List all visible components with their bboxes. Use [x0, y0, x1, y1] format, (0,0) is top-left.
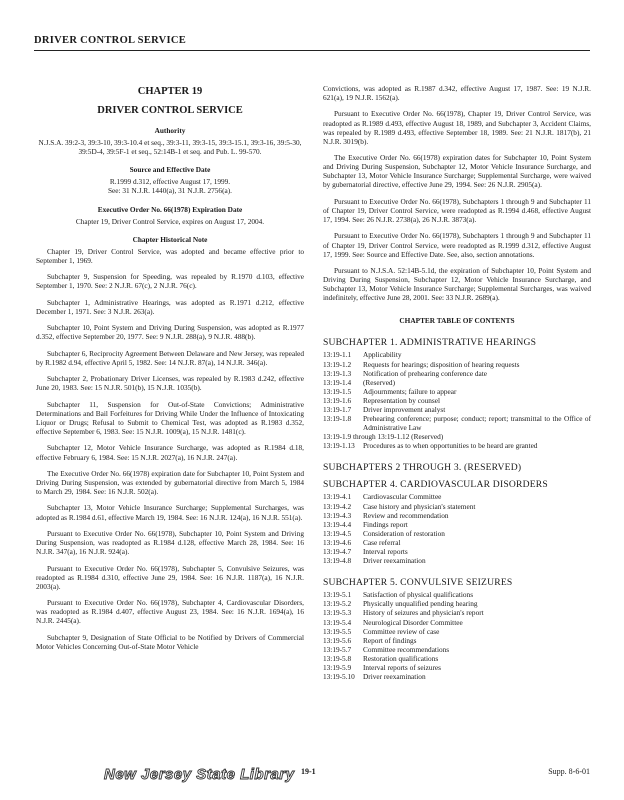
- source-line: See: 31 N.J.R. 1440(a), 31 N.J.R. 2756(a).: [107, 186, 233, 196]
- section-number: 13:19-1.7: [323, 405, 352, 415]
- section-number: 13:19-1.13: [323, 441, 355, 451]
- chapter-number: CHAPTER 19: [137, 86, 203, 97]
- section-number: 13:19-5.10: [323, 672, 355, 682]
- toc-entry: [323, 608, 591, 617]
- authority-heading: Authority: [154, 126, 186, 135]
- section-title: Requests for hearings; disposition of hearing requests: [363, 359, 520, 369]
- section-title: Physically unqualified pending hearing: [363, 599, 478, 609]
- right-column: [323, 84, 591, 681]
- toc-entry: [323, 529, 591, 538]
- section-title: Consideration of restoration: [363, 528, 445, 538]
- chapter-title: DRIVER CONTROL SERVICE: [97, 105, 243, 116]
- section-number: 13:19-4.6: [323, 537, 352, 547]
- history-paragraph: The Executive Order No. 66(1978) expiration dates for Subchapter 10, Point System and Driving During Suspension, Subchapter 12, Motor Vehicle Insurance Surcharge, and Subchapter 13, Motor Vehicle Insurance Surcharge; Supplemental Surcharge, were waived by gubernatorial directive, effective June 29, 1994. See: 26 N.J.R. 2905(a).: [323, 153, 591, 190]
- section-title: Representation by counsel: [363, 395, 441, 405]
- section-title: Adjournments; failure to appear: [363, 386, 457, 396]
- history-paragraph: Convictions, was adopted as R.1987 d.342, effective August 17, 1987. See: 19 N.J.R. 621(a), 19 N.J.R. 1562(a).: [323, 84, 591, 103]
- history-paragraph: Subchapter 13, Motor Vehicle Insurance Surcharge; Supplemental Surcharges, was adopted as R.1984 d.61, effective March 19, 1984. See: 16 N.J.R. 124(a), 16 N.J.R. 551(a).: [36, 503, 304, 522]
- section-title: Satisfaction of physical qualifications: [363, 590, 474, 600]
- toc-entry: [323, 520, 591, 529]
- section-number: 13:19-1.5: [323, 386, 352, 396]
- history-paragraph: Pursuant to Executive Order No. 66(1978), Chapter 19, Driver Control Service, was readopted as R.1989 d.493, effective August 18, 1989, and Subchapter 3, Accident Claims, was repealed by R.1989 d.493, effective September 18, 1989. See: 21 N.J.R. 1817(b), 21 N.J.R. 3019(b).: [323, 109, 591, 146]
- toc-entry: [323, 672, 591, 681]
- subchapter-5-toc: [323, 590, 591, 681]
- toc-entry: [323, 645, 591, 654]
- section-number: 13:19-5.7: [323, 644, 352, 654]
- section-title: Committee review of case: [363, 626, 440, 636]
- section-range: 13:19-1.9 through 13:19-1.12 (Reserved): [323, 432, 444, 442]
- history-paragraph: Pursuant to Executive Order No. 66(1978), Subchapter 10, Point System and Driving During Suspension, was readopted as R.1984 d.128, effective March 28, 1984. See: 16 N.J.R. 347(a), 16 N.J.R. 924(a).: [36, 528, 304, 557]
- running-head: DRIVER CONTROL SERVICE: [34, 35, 187, 46]
- section-number: 13:19-1.6: [323, 395, 352, 405]
- section-title: Procedures as to when opportunities to be heard are granted: [363, 441, 538, 451]
- section-title: Committee recommendations: [363, 644, 450, 654]
- section-number: 13:19-5.6: [323, 635, 352, 645]
- section-title: Cardiovascular Committee: [363, 492, 442, 502]
- toc-entry: [323, 369, 591, 378]
- toc-entry: [323, 378, 591, 387]
- section-title: Restoration qualifications: [363, 653, 439, 663]
- section-title: Notification of prehearing conference date: [363, 368, 487, 378]
- history-paragraph: Pursuant to N.J.S.A. 52:14B-5.1d, the expiration of Subchapter 10, Point System and Driving During Suspension, Subchapter 12, Motor Vehicle Insurance Surcharge, and Subchapter 13, Motor Vehicle Insurance Surcharge; Supplemental Surcharges, was waived indefinitely, effective June 28, 2001. See: 33 N.J.R. 2689(a).: [323, 265, 591, 303]
- section-number: 13:19-4.2: [323, 501, 352, 511]
- history-paragraph: Subchapter 2, Probationary Driver Licenses, was repealed by R.1983 d.242, effective June 20, 1983. See: 15 N.J.R. 501(b), 15 N.J.R. 1035(b).: [36, 374, 304, 393]
- toc-entry: [323, 547, 591, 556]
- section-title: Driver reexamination: [363, 556, 426, 566]
- toc-title: CHAPTER TABLE OF CONTENTS: [399, 316, 515, 326]
- source-line: R.1999 d.312, effective August 17, 1999.: [109, 177, 231, 187]
- section-number: 13:19-5.8: [323, 653, 352, 663]
- section-title: Case history and physician's statement: [363, 501, 476, 511]
- toc-entry: [323, 360, 591, 369]
- toc-entry: [323, 387, 591, 396]
- section-title: Driver reexamination: [363, 672, 426, 682]
- toc-entry: [323, 599, 591, 608]
- section-title: Case referral: [363, 537, 401, 547]
- history-paragraph: Pursuant to Executive Order No. 66(1978), Subchapter 4, Cardiovascular Disorders, was readopted as R.1984 d.407, effective August 23, 1984. See: 16 N.J.R. 1694(a), 16 N.J.R. 2445(a).: [36, 598, 304, 626]
- section-number: 13:19-1.2: [323, 359, 352, 369]
- section-title: Report of findings: [363, 635, 417, 645]
- toc-entry: [323, 663, 591, 672]
- section-title: (Reserved): [363, 377, 396, 387]
- toc-entry: [323, 492, 591, 501]
- section-title: Prehearing conference; purpose; conduct; report; transmittal to the Office of Administrative Law: [363, 414, 591, 433]
- history-paragraph: Chapter 19, Driver Control Service, was adopted and became effective prior to September 1, 1969.: [36, 246, 304, 265]
- section-title: Review and recommendation: [363, 510, 449, 520]
- authority-text: N.J.S.A. 39:2-3, 39:3-10, 39:3-10.4 et seq., 39:3-11, 39:3-15, 39:3-15.1, 39:3-16, 39:5-30, 39:5D-4, 39:5F-1 et seq., 52:14B-1 et seq. and Pub. L. 99-570.: [38, 138, 302, 157]
- section-number: 13:19-1.3: [323, 368, 352, 378]
- section-number: 13:19-1.1: [323, 350, 352, 360]
- toc-entry: [323, 590, 591, 599]
- subchapter-4-toc: [323, 492, 591, 565]
- toc-entry: [323, 618, 591, 627]
- history-paragraph: Subchapter 10, Point System and Driving During Suspension, was adopted as R.1977 d.352, effective September 20, 1977. See: 9 N.J.R. 288(a), 9 N.J.R. 488(b).: [36, 323, 304, 342]
- subchapter-1-heading: SUBCHAPTER 1. ADMINISTRATIVE HEARINGS: [323, 337, 537, 349]
- section-number: 13:19-4.1: [323, 492, 352, 502]
- toc-entry: [323, 350, 591, 359]
- section-title: Driver improvement analyst: [363, 405, 446, 415]
- toc-entry: [323, 556, 591, 565]
- subchapters-2-3-heading: SUBCHAPTERS 2 THROUGH 3. (RESERVED): [323, 462, 522, 474]
- history-notes-right: [323, 84, 591, 302]
- section-number: 13:19-1.4: [323, 377, 352, 387]
- section-number: 13:19-5.5: [323, 626, 352, 636]
- section-number: 13:19-5.2: [323, 599, 352, 609]
- section-number: 13:19-5.1: [323, 590, 352, 600]
- history-paragraph: Subchapter 6, Reciprocity Agreement Between Delaware and New Jersey, was repealed by R.1982 d.94, effective April 5, 1982. See: 14 N.J.R. 87(a), 14 N.J.R. 346(a).: [36, 348, 304, 367]
- section-number: 13:19-1.8: [323, 414, 352, 424]
- library-stamp: New Jersey State Library: [104, 766, 295, 783]
- history-paragraph: Subchapter 1, Administrative Hearings, was adopted as R.1971 d.212, effective December 1, 1971. See: 3 N.J.R. 263(a).: [36, 297, 304, 316]
- section-number: 13:19-5.9: [323, 662, 352, 672]
- section-title: Findings report: [363, 519, 408, 529]
- toc-entry: [323, 654, 591, 663]
- section-title: History of seizures and physician's report: [363, 608, 484, 618]
- history-paragraph: Subchapter 11, Suspension for Out-of-State Convictions; Administrative Determinations and Bail Forfeitures for Driving While Under the Influence of Intoxicating Liquor or Drugs; Refusal to Submit to Chemical Test, was adopted as R.1983 d.352, effective September 6, 1983. See: 15 N.J.R. 1009(a), 15 N.J.R. 1481(c).: [36, 399, 304, 437]
- section-title: Interval reports of seizures: [363, 662, 442, 672]
- section-number: 13:19-4.5: [323, 528, 352, 538]
- section-title: Applicability: [363, 350, 402, 360]
- history-paragraph: Pursuant to Executive Order No. 66(1978), Subchapters 1 through 9 and Subchapter 11 of Chapter 19, Driver Control Service, were readopted as R.1994 d.468, effective August 17, 1994. See: 26 N.J.R. 2738(a), 26 N.J.R. 3873(a).: [323, 196, 591, 225]
- subchapter-5-heading: SUBCHAPTER 5. CONVULSIVE SEIZURES: [323, 577, 513, 589]
- history-paragraph: Pursuant to Executive Order No. 66(1978), Subchapters 1 through 9 and Subchapter 11 of Chapter 19, Driver Control Service, were readopted as R.1999 d.312, effective August 17, 1999. See: Source and Effective Date. See, also, section annotations.: [323, 231, 591, 259]
- subchapter-1-toc: [323, 350, 591, 450]
- toc-entry: [323, 538, 591, 547]
- section-number: 13:19-4.7: [323, 547, 352, 557]
- toc-entry: [323, 511, 591, 520]
- expiration-text: Chapter 19, Driver Control Service, expires on August 17, 2004.: [75, 216, 265, 226]
- toc-entry: [323, 627, 591, 636]
- header-rule: [34, 50, 590, 51]
- expiration-heading: Executive Order No. 66(1978) Expiration Date: [97, 204, 243, 214]
- history-heading: Chapter Historical Note: [132, 234, 208, 244]
- history-notes-left: [36, 247, 304, 651]
- toc-entry: [323, 414, 591, 432]
- toc-entry: [323, 405, 591, 414]
- section-title: Interval reports: [363, 547, 408, 557]
- history-paragraph: Pursuant to Executive Order No. 66(1978), Subchapter 5, Convulsive Seizures, was readopted as R.1984 d.310, effective June 29, 1984. See: 16 N.J.R. 1187(a), 16 N.J.R. 2003(a).: [36, 563, 304, 591]
- left-column: [36, 84, 304, 658]
- section-number: 13:19-5.4: [323, 617, 352, 627]
- section-number: 13:19-5.3: [323, 608, 352, 618]
- toc-entry: [323, 441, 591, 450]
- supplement-date: Supp. 8-6-01: [548, 767, 590, 776]
- subchapter-4-heading: SUBCHAPTER 4. CARDIOVASCULAR DISORDERS: [323, 479, 548, 491]
- toc-entry-range: [323, 432, 591, 441]
- section-number: 13:19-4.3: [323, 510, 352, 520]
- page-number: 19-1: [301, 767, 316, 776]
- toc-entry: [323, 502, 591, 511]
- source-heading: Source and Effective Date: [129, 165, 211, 175]
- section-title: Neurological Disorder Committee: [363, 617, 463, 627]
- toc-entry: [323, 636, 591, 645]
- history-paragraph: Subchapter 9, Designation of State Official to be Notified by Drivers of Commercial Motor Vehicles Concerning Out-of-State Motor Vehicle: [36, 632, 304, 651]
- toc-entry: [323, 396, 591, 405]
- history-paragraph: The Executive Order No. 66(1978) expiration date for Subchapter 10, Point System and Driving During Suspension, was extended by gubernatorial directive from March 5, 1984 to March 29, 1984. See: 16 N.J.R. 502(a).: [36, 468, 304, 497]
- section-number: 13:19-4.4: [323, 519, 352, 529]
- section-number: 13:19-4.8: [323, 556, 352, 566]
- history-paragraph: Subchapter 9, Suspension for Speeding, was repealed by R.1970 d.103, effective September 1, 1970. See: 2 N.J.R. 67(c), 2 N.J.R. 76(c).: [36, 272, 304, 291]
- history-paragraph: Subchapter 12, Motor Vehicle Insurance Surcharge, was adopted as R.1984 d.18, effective February 6, 1984. See: 15 N.J.R. 2027(a), 16 N.J.R. 247(a).: [36, 443, 304, 462]
